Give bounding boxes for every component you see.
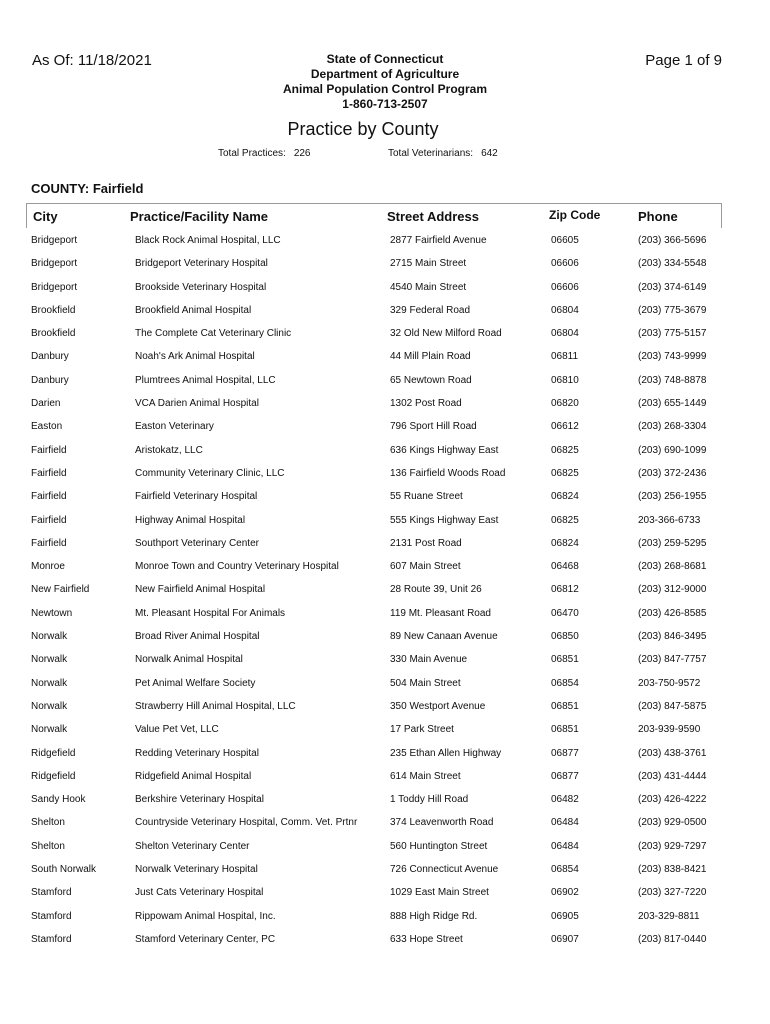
cell-name: Southport Veterinary Center bbox=[135, 537, 259, 549]
table-row bbox=[0, 368, 770, 391]
cell-phone: (203) 426-8585 bbox=[638, 607, 707, 619]
table-row bbox=[0, 577, 770, 600]
as-of-date: As Of: 11/18/2021 bbox=[32, 52, 152, 69]
cell-city: Brookfield bbox=[31, 304, 76, 316]
cell-street: 28 Route 39, Unit 26 bbox=[390, 584, 482, 596]
table-row bbox=[0, 694, 770, 717]
cell-name: Norwalk Veterinary Hospital bbox=[135, 864, 258, 876]
cell-phone: (203) 690-1099 bbox=[638, 444, 707, 456]
table-row bbox=[0, 228, 770, 251]
cell-city: Norwalk bbox=[31, 654, 68, 666]
table-row bbox=[0, 671, 770, 694]
cell-phone: (203) 743-9999 bbox=[638, 351, 707, 363]
cell-city: Stamford bbox=[31, 933, 72, 945]
cell-phone: (203) 817-0440 bbox=[638, 933, 707, 945]
total-practices-value: 226 bbox=[293, 148, 311, 159]
table-row bbox=[0, 741, 770, 764]
table-row bbox=[0, 834, 770, 857]
table-row bbox=[0, 414, 770, 437]
header-state: State of Connecticut bbox=[326, 52, 444, 66]
cell-name: Pet Animal Welfare Society bbox=[135, 677, 256, 689]
cell-zip: 06484 bbox=[551, 817, 579, 829]
cell-phone: (203) 775-5157 bbox=[638, 328, 707, 340]
cell-phone: (203) 312-9000 bbox=[638, 584, 707, 596]
cell-city: Bridgeport bbox=[31, 258, 78, 270]
cell-name: Noah's Ark Animal Hospital bbox=[135, 351, 255, 363]
report-header bbox=[0, 52, 770, 112]
total-practices bbox=[218, 148, 311, 159]
cell-city: Sandy Hook bbox=[31, 794, 86, 806]
cell-zip: 06606 bbox=[551, 281, 579, 293]
table-row bbox=[0, 251, 770, 274]
cell-phone: (203) 438-3761 bbox=[638, 747, 707, 759]
table-row bbox=[0, 717, 770, 740]
cell-name: Community Veterinary Clinic, LLC bbox=[135, 467, 285, 479]
cell-city: Stamford bbox=[31, 910, 72, 922]
cell-street: 555 Kings Highway East bbox=[390, 514, 499, 526]
cell-city: Brookfield bbox=[31, 328, 76, 340]
county-heading: COUNTY: Fairfield bbox=[31, 181, 144, 196]
cell-name: The Complete Cat Veterinary Clinic bbox=[135, 328, 292, 340]
cell-street: 374 Leavenworth Road bbox=[390, 817, 494, 829]
cell-zip: 06877 bbox=[551, 747, 579, 759]
total-veterinarians-label: Total Veterinarians: bbox=[388, 148, 474, 159]
cell-street: 44 Mill Plain Road bbox=[390, 351, 471, 363]
cell-name: Black Rock Animal Hospital, LLC bbox=[135, 235, 281, 246]
cell-zip: 06825 bbox=[551, 467, 579, 479]
cell-city: Stamford bbox=[31, 887, 72, 899]
cell-name: Brookside Veterinary Hospital bbox=[135, 281, 267, 293]
cell-city: Darien bbox=[31, 398, 61, 410]
cell-name: Shelton Veterinary Center bbox=[135, 840, 250, 852]
table-row bbox=[0, 904, 770, 927]
cell-name: Highway Animal Hospital bbox=[135, 514, 246, 526]
cell-zip: 06810 bbox=[551, 374, 579, 386]
cell-zip: 06820 bbox=[551, 398, 579, 410]
cell-name: Berkshire Veterinary Hospital bbox=[135, 794, 264, 806]
cell-phone: (203) 929-0500 bbox=[638, 817, 707, 829]
cell-phone: (203) 256-1955 bbox=[638, 491, 707, 503]
cell-phone: (203) 327-7220 bbox=[638, 887, 707, 899]
cell-zip: 06825 bbox=[551, 514, 579, 526]
cell-street: 633 Hope Street bbox=[390, 933, 463, 945]
cell-phone: (203) 838-8421 bbox=[638, 864, 707, 876]
cell-street: 504 Main Street bbox=[390, 677, 461, 689]
cell-street: 2715 Main Street bbox=[390, 258, 467, 270]
cell-street: 329 Federal Road bbox=[390, 304, 471, 316]
column-header-phone: Phone bbox=[638, 209, 678, 224]
cell-phone: (203) 366-5696 bbox=[638, 235, 707, 246]
cell-zip: 06905 bbox=[551, 910, 579, 922]
table-row bbox=[0, 391, 770, 414]
cell-street: 1 Toddy Hill Road bbox=[390, 794, 469, 806]
cell-name: Monroe Town and Country Veterinary Hospital bbox=[135, 561, 339, 573]
table-row bbox=[0, 461, 770, 484]
column-header-street: Street Address bbox=[387, 209, 479, 224]
cell-zip: 06907 bbox=[551, 933, 579, 945]
table-row bbox=[0, 927, 770, 950]
total-veterinarians-value: 642 bbox=[481, 148, 498, 159]
cell-phone: 203-939-9590 bbox=[638, 724, 701, 736]
table-row bbox=[0, 531, 770, 554]
cell-city: Fairfield bbox=[31, 514, 67, 526]
cell-zip: 06851 bbox=[551, 654, 579, 666]
cell-street: 726 Connecticut Avenue bbox=[390, 864, 499, 876]
table-row bbox=[0, 484, 770, 507]
cell-zip: 06606 bbox=[551, 258, 579, 270]
cell-phone: 203-329-8811 bbox=[638, 910, 700, 922]
cell-street: 888 High Ridge Rd. bbox=[390, 910, 478, 922]
cell-phone: 203-750-9572 bbox=[638, 677, 701, 689]
cell-street: 55 Ruane Street bbox=[390, 491, 463, 503]
table-row bbox=[0, 810, 770, 833]
table-row bbox=[0, 321, 770, 344]
header-program: Animal Population Control Program bbox=[282, 82, 487, 96]
cell-name: Ridgefield Animal Hospital bbox=[135, 770, 252, 782]
cell-zip: 06812 bbox=[551, 584, 579, 596]
cell-zip: 06804 bbox=[551, 304, 579, 316]
cell-city: Bridgeport bbox=[31, 235, 78, 246]
cell-phone: (203) 847-7757 bbox=[638, 654, 707, 666]
cell-zip: 06825 bbox=[551, 444, 579, 456]
table-row bbox=[0, 508, 770, 531]
cell-name: Plumtrees Animal Hospital, LLC bbox=[135, 374, 276, 386]
total-practices-label: Total Practices: bbox=[218, 148, 286, 159]
cell-city: Ridgefield bbox=[31, 747, 76, 759]
cell-name: Broad River Animal Hospital bbox=[135, 631, 260, 643]
cell-street: 1302 Post Road bbox=[390, 398, 462, 410]
cell-city: Fairfield bbox=[31, 467, 67, 479]
cell-street: 636 Kings Highway East bbox=[390, 444, 499, 456]
cell-name: Norwalk Animal Hospital bbox=[135, 654, 243, 666]
cell-zip: 06470 bbox=[551, 607, 579, 619]
cell-street: 614 Main Street bbox=[390, 770, 461, 782]
cell-name: Countryside Veterinary Hospital, Comm. Vet. Prtnr bbox=[135, 817, 358, 829]
cell-name: Just Cats Veterinary Hospital bbox=[135, 887, 264, 899]
table-row bbox=[0, 298, 770, 321]
cell-street: 560 Huntington Street bbox=[390, 840, 488, 852]
cell-city: Norwalk bbox=[31, 700, 68, 712]
cell-city: South Norwalk bbox=[31, 864, 97, 876]
cell-phone: (203) 268-8681 bbox=[638, 561, 707, 573]
cell-zip: 06854 bbox=[551, 864, 579, 876]
cell-phone: (203) 372-2436 bbox=[638, 467, 707, 479]
table-row bbox=[0, 764, 770, 787]
column-header-name: Practice/Facility Name bbox=[130, 209, 269, 224]
cell-city: Easton bbox=[31, 421, 63, 433]
practice-table-body bbox=[0, 228, 770, 950]
cell-city: Shelton bbox=[31, 840, 65, 852]
cell-zip: 06824 bbox=[551, 537, 579, 549]
total-veterinarians bbox=[388, 148, 498, 159]
cell-name: Bridgeport Veterinary Hospital bbox=[135, 258, 268, 270]
cell-street: 350 Westport Avenue bbox=[390, 700, 486, 712]
cell-city: Norwalk bbox=[31, 724, 68, 736]
cell-street: 2877 Fairfield Avenue bbox=[390, 235, 487, 246]
table-row bbox=[0, 344, 770, 367]
table-row bbox=[0, 647, 770, 670]
cell-street: 607 Main Street bbox=[390, 561, 461, 573]
cell-name: New Fairfield Animal Hospital bbox=[135, 584, 266, 596]
cell-name: Strawberry Hill Animal Hospital, LLC bbox=[135, 700, 296, 712]
table-row bbox=[0, 880, 770, 903]
cell-city: Shelton bbox=[31, 817, 65, 829]
cell-zip: 06612 bbox=[551, 421, 579, 433]
table-row bbox=[0, 857, 770, 880]
cell-phone: (203) 748-8878 bbox=[638, 374, 707, 386]
cell-zip: 06902 bbox=[551, 887, 579, 899]
cell-zip: 06877 bbox=[551, 770, 579, 782]
cell-name: Aristokatz, LLC bbox=[135, 444, 203, 456]
cell-zip: 06482 bbox=[551, 794, 579, 806]
cell-street: 32 Old New Milford Road bbox=[390, 328, 502, 340]
table-row bbox=[0, 601, 770, 624]
cell-city: Fairfield bbox=[31, 491, 67, 503]
cell-street: 89 New Canaan Avenue bbox=[390, 631, 498, 643]
cell-phone: (203) 655-1449 bbox=[638, 398, 707, 410]
cell-phone: 203-366-6733 bbox=[638, 514, 701, 526]
cell-city: Fairfield bbox=[31, 537, 67, 549]
cell-name: Fairfield Veterinary Hospital bbox=[135, 491, 258, 503]
header-department: Department of Agriculture bbox=[310, 67, 460, 81]
cell-phone: (203) 775-3679 bbox=[638, 304, 707, 316]
cell-zip: 06851 bbox=[551, 700, 579, 712]
cell-street: 136 Fairfield Woods Road bbox=[390, 467, 506, 479]
cell-street: 235 Ethan Allen Highway bbox=[390, 747, 502, 759]
cell-city: Monroe bbox=[31, 561, 65, 573]
table-row bbox=[0, 438, 770, 461]
cell-phone: (203) 259-5295 bbox=[638, 537, 707, 549]
report-title: Practice by County bbox=[287, 119, 439, 139]
cell-name: Mt. Pleasant Hospital For Animals bbox=[135, 607, 286, 619]
cell-phone: (203) 929-7297 bbox=[638, 840, 707, 852]
table-row bbox=[0, 554, 770, 577]
cell-street: 119 Mt. Pleasant Road bbox=[390, 607, 491, 619]
cell-city: Norwalk bbox=[31, 631, 68, 643]
cell-name: Redding Veterinary Hospital bbox=[135, 747, 259, 759]
cell-zip: 06468 bbox=[551, 561, 579, 573]
cell-city: Danbury bbox=[31, 374, 69, 386]
cell-zip: 06484 bbox=[551, 840, 579, 852]
cell-city: Bridgeport bbox=[31, 281, 78, 293]
table-row bbox=[0, 624, 770, 647]
cell-zip: 06850 bbox=[551, 631, 579, 643]
cell-zip: 06851 bbox=[551, 724, 579, 736]
cell-zip: 06605 bbox=[551, 235, 579, 246]
cell-street: 330 Main Avenue bbox=[390, 654, 468, 666]
cell-phone: (203) 847-5875 bbox=[638, 700, 707, 712]
cell-city: Newtown bbox=[31, 607, 73, 619]
cell-street: 1029 East Main Street bbox=[390, 887, 489, 899]
cell-phone: (203) 374-6149 bbox=[638, 281, 707, 293]
cell-city: New Fairfield bbox=[31, 584, 90, 596]
page-number: Page 1 of 9 bbox=[645, 52, 722, 69]
cell-phone: (203) 431-4444 bbox=[638, 770, 707, 782]
table-row bbox=[0, 787, 770, 810]
column-header-zip: Zip Code bbox=[549, 208, 601, 222]
cell-city: Ridgefield bbox=[31, 770, 76, 782]
cell-city: Norwalk bbox=[31, 677, 68, 689]
cell-city: Fairfield bbox=[31, 444, 67, 456]
cell-city: Danbury bbox=[31, 351, 69, 363]
cell-phone: (203) 268-3304 bbox=[638, 421, 707, 433]
cell-name: Stamford Veterinary Center, PC bbox=[135, 933, 276, 945]
cell-name: Brookfield Animal Hospital bbox=[135, 304, 252, 316]
cell-street: 796 Sport Hill Road bbox=[390, 421, 477, 433]
cell-street: 17 Park Street bbox=[390, 724, 454, 736]
cell-phone: (203) 426-4222 bbox=[638, 794, 707, 806]
cell-street: 2131 Post Road bbox=[390, 537, 462, 549]
cell-street: 4540 Main Street bbox=[390, 281, 467, 293]
cell-zip: 06854 bbox=[551, 677, 579, 689]
table-row bbox=[0, 275, 770, 298]
cell-zip: 06824 bbox=[551, 491, 579, 503]
cell-zip: 06804 bbox=[551, 328, 579, 340]
cell-name: Rippowam Animal Hospital, Inc. bbox=[135, 910, 276, 922]
cell-street: 65 Newtown Road bbox=[390, 374, 472, 386]
column-header-city: City bbox=[33, 209, 58, 224]
cell-phone: (203) 334-5548 bbox=[638, 258, 707, 270]
cell-zip: 06811 bbox=[551, 351, 579, 363]
cell-name: Value Pet Vet, LLC bbox=[135, 724, 219, 736]
cell-name: Easton Veterinary bbox=[135, 421, 214, 433]
cell-phone: (203) 846-3495 bbox=[638, 631, 707, 643]
header-phone: 1-860-713-2507 bbox=[342, 97, 428, 111]
cell-name: VCA Darien Animal Hospital bbox=[135, 398, 259, 410]
